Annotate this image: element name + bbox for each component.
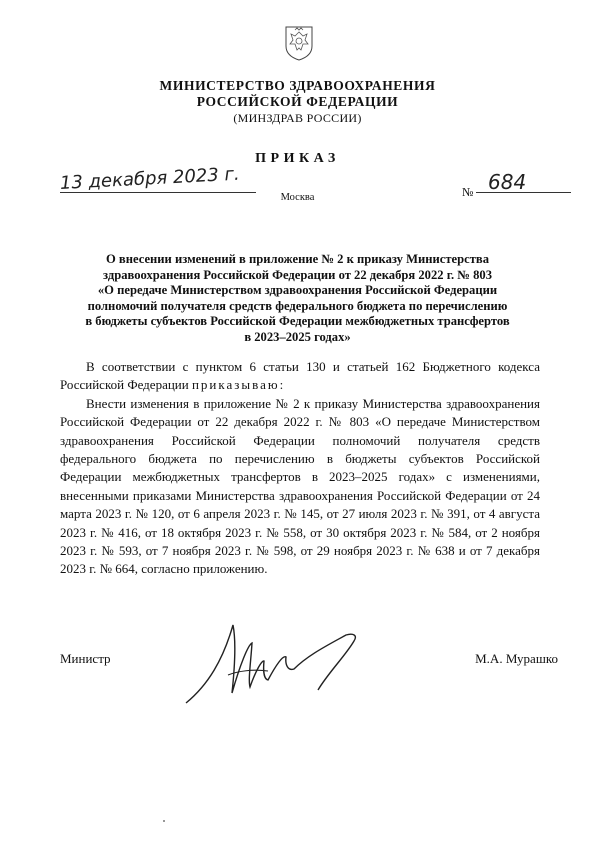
scan-speck — [163, 820, 165, 822]
coat-of-arms-emblem — [283, 24, 315, 62]
ministry-short-name: (МИНЗДРАВ РОССИИ) — [233, 111, 362, 125]
subject-line: О внесении изменений в приложение № 2 к приказу Министерства — [105, 252, 490, 266]
handwritten-signature — [178, 605, 398, 710]
ministry-name-line2: РОССИЙСКОЙ ФЕДЕРАЦИИ — [196, 94, 399, 109]
ministry-header — [0, 78, 595, 126]
document-type-title: ПРИКАЗ — [255, 151, 340, 166]
subject-line: в бюджеты субъектов Российской Федерации межбюджетных трансфертов — [85, 314, 510, 328]
order-subject-title — [55, 252, 540, 345]
order-body — [60, 358, 540, 579]
directive-paragraph: Внести изменения в приложение № 2 к приказу Министерства здравоохранения Российской Федерации от 22 декабря 2022 г. № 803 «О передаче Министерством здравоохранения Российской Федерации полномочий получателя средств федерального бюджета по перечислению в бюджеты субъектов Российской Федерации межбюджетных трансфертов в 2023–2025 годах» с изменениями, внесенными приказами Министерства здравоохранения Российской Федерации от 24 марта 2023 г. № 120, от 6 апреля 2023 г. № 145, от 27 июля 2023 г. № 391, от 4 августа 2023 г. № 416, от 18 октября 2023 г. № 558, от 30 октября 2023 г. № 584, от 2 ноября 2023 г. № 593, от 7 ноября 2023 г. № 598, от 29 ноября 2023 г. № 638 и от 7 декабря 2023 г. № 664, согласно приложению. — [60, 395, 540, 577]
subject-line: здравоохранения Российской Федерации от 22 декабря 2022 г. № 803 — [102, 267, 492, 282]
preamble-text: В соответствии с пунктом 6 статьи 130 и статьей 162 Бюджетного кодекса Российской Федерации — [60, 359, 540, 393]
ministry-name-line1: МИНИСТЕРСТВО ЗДРАВООХРАНЕНИЯ — [159, 78, 436, 93]
order-number-label: № — [462, 185, 474, 199]
signatory-position: Министр — [60, 651, 111, 666]
subject-line: полномочий получателя средств федерального бюджета по перечислению — [87, 298, 508, 313]
preamble-paragraph — [60, 358, 540, 395]
order-number-handwritten: 684 — [488, 170, 527, 194]
signatory-name: М.А. Мурашко — [475, 651, 558, 666]
subject-line: в 2023–2025 годах» — [244, 329, 351, 344]
subject-line: «О передаче Министерством здравоохранения Российской Федерации — [97, 283, 498, 297]
order-city: Москва — [280, 192, 315, 203]
order-date-handwritten: 13 декабря 2023 г. — [59, 163, 241, 194]
directive-word: приказываю: — [191, 377, 286, 393]
